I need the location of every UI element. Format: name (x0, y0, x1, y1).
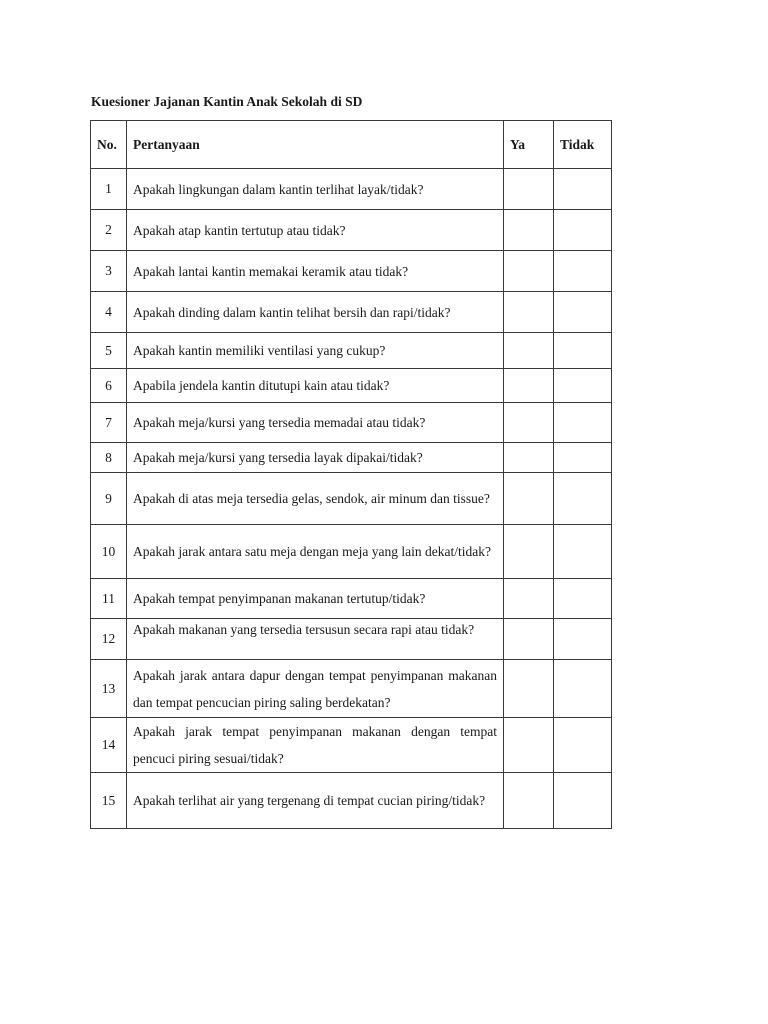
table-header-row (91, 121, 612, 169)
table-row (91, 773, 612, 829)
row-number: 14 (91, 718, 127, 773)
row-number: 12 (91, 619, 127, 660)
row-number: 3 (91, 251, 127, 292)
row-number: 7 (91, 403, 127, 443)
answer-no-cell[interactable] (554, 169, 612, 210)
answer-yes-cell[interactable] (504, 403, 554, 443)
row-number: 15 (91, 773, 127, 829)
questionnaire-table (90, 120, 612, 829)
answer-yes-cell[interactable] (504, 619, 554, 660)
row-number: 9 (91, 473, 127, 525)
answer-yes-cell[interactable] (504, 579, 554, 619)
answer-yes-cell[interactable] (504, 718, 554, 773)
answer-no-cell[interactable] (554, 619, 612, 660)
answer-no-cell[interactable] (554, 773, 612, 829)
row-number: 13 (91, 660, 127, 718)
answer-no-cell[interactable] (554, 443, 612, 473)
answer-no-cell[interactable] (554, 251, 612, 292)
row-question (127, 619, 504, 660)
table-row (91, 525, 612, 579)
table-row (91, 403, 612, 443)
answer-no-cell[interactable] (554, 660, 612, 718)
answer-no-cell[interactable] (554, 579, 612, 619)
row-question: Apakah meja/kursi yang tersedia memadai atau tidak? (127, 403, 504, 443)
answer-no-cell[interactable] (554, 292, 612, 333)
table-row (91, 579, 612, 619)
row-question: Apakah tempat penyimpanan makanan tertutup/tidak? (127, 579, 504, 619)
answer-yes-cell[interactable] (504, 525, 554, 579)
row-number: 2 (91, 210, 127, 251)
row-question: Apakah jarak antara dapur dengan tempat penyimpanan makanan dan tempat pencucian piring saling berdekatan? (127, 660, 504, 718)
answer-no-cell[interactable] (554, 333, 612, 369)
answer-yes-cell[interactable] (504, 443, 554, 473)
row-question: Apakah lantai kantin memakai keramik atau tidak? (127, 251, 504, 292)
answer-yes-cell[interactable] (504, 660, 554, 718)
table-row (91, 210, 612, 251)
row-question: Apakah jarak antara satu meja dengan meja yang lain dekat/tidak? (127, 525, 504, 579)
answer-no-cell[interactable] (554, 473, 612, 525)
answer-no-cell[interactable] (554, 718, 612, 773)
answer-no-cell[interactable] (554, 210, 612, 251)
row-question: Apakah dinding dalam kantin telihat bersih dan rapi/tidak? (127, 292, 504, 333)
table-row (91, 251, 612, 292)
table-row (91, 292, 612, 333)
table-row (91, 718, 612, 773)
header-no: No. (91, 121, 127, 169)
row-number: 1 (91, 169, 127, 210)
answer-yes-cell[interactable] (504, 251, 554, 292)
header-no-answer: Tidak (554, 121, 612, 169)
row-number: 4 (91, 292, 127, 333)
table-row (91, 660, 612, 718)
table-row (91, 619, 612, 660)
row-number: 5 (91, 333, 127, 369)
row-number: 8 (91, 443, 127, 473)
table-row (91, 333, 612, 369)
row-question: Apakah di atas meja tersedia gelas, sendok, air minum dan tissue? (127, 473, 504, 525)
row-number: 11 (91, 579, 127, 619)
answer-yes-cell[interactable] (504, 333, 554, 369)
row-question: Apakah kantin memiliki ventilasi yang cukup? (127, 333, 504, 369)
answer-yes-cell[interactable] (504, 369, 554, 403)
table-row (91, 169, 612, 210)
answer-no-cell[interactable] (554, 369, 612, 403)
answer-yes-cell[interactable] (504, 169, 554, 210)
row-question-text: Apakah makanan yang tersedia tersusun secara rapi atau tidak? (133, 622, 475, 637)
header-question: Pertanyaan (127, 121, 504, 169)
answer-yes-cell[interactable] (504, 473, 554, 525)
header-yes: Ya (504, 121, 554, 169)
answer-yes-cell[interactable] (504, 292, 554, 333)
row-number: 6 (91, 369, 127, 403)
document-title: Kuesioner Jajanan Kantin Anak Sekolah di SD (91, 94, 363, 109)
row-question: Apakah jarak tempat penyimpanan makanan dengan tempat pencuci piring sesuai/tidak? (127, 718, 504, 773)
table-row (91, 473, 612, 525)
row-question: Apakah terlihat air yang tergenang di tempat cucian piring/tidak? (127, 773, 504, 829)
table-row (91, 369, 612, 403)
row-number: 10 (91, 525, 127, 579)
row-question: Apakah meja/kursi yang tersedia layak dipakai/tidak? (127, 443, 504, 473)
row-question: Apabila jendela kantin ditutupi kain atau tidak? (127, 369, 504, 403)
row-question: Apakah lingkungan dalam kantin terlihat layak/tidak? (127, 169, 504, 210)
table-row (91, 443, 612, 473)
answer-no-cell[interactable] (554, 525, 612, 579)
answer-yes-cell[interactable] (504, 773, 554, 829)
answer-no-cell[interactable] (554, 403, 612, 443)
answer-yes-cell[interactable] (504, 210, 554, 251)
row-question: Apakah atap kantin tertutup atau tidak? (127, 210, 504, 251)
